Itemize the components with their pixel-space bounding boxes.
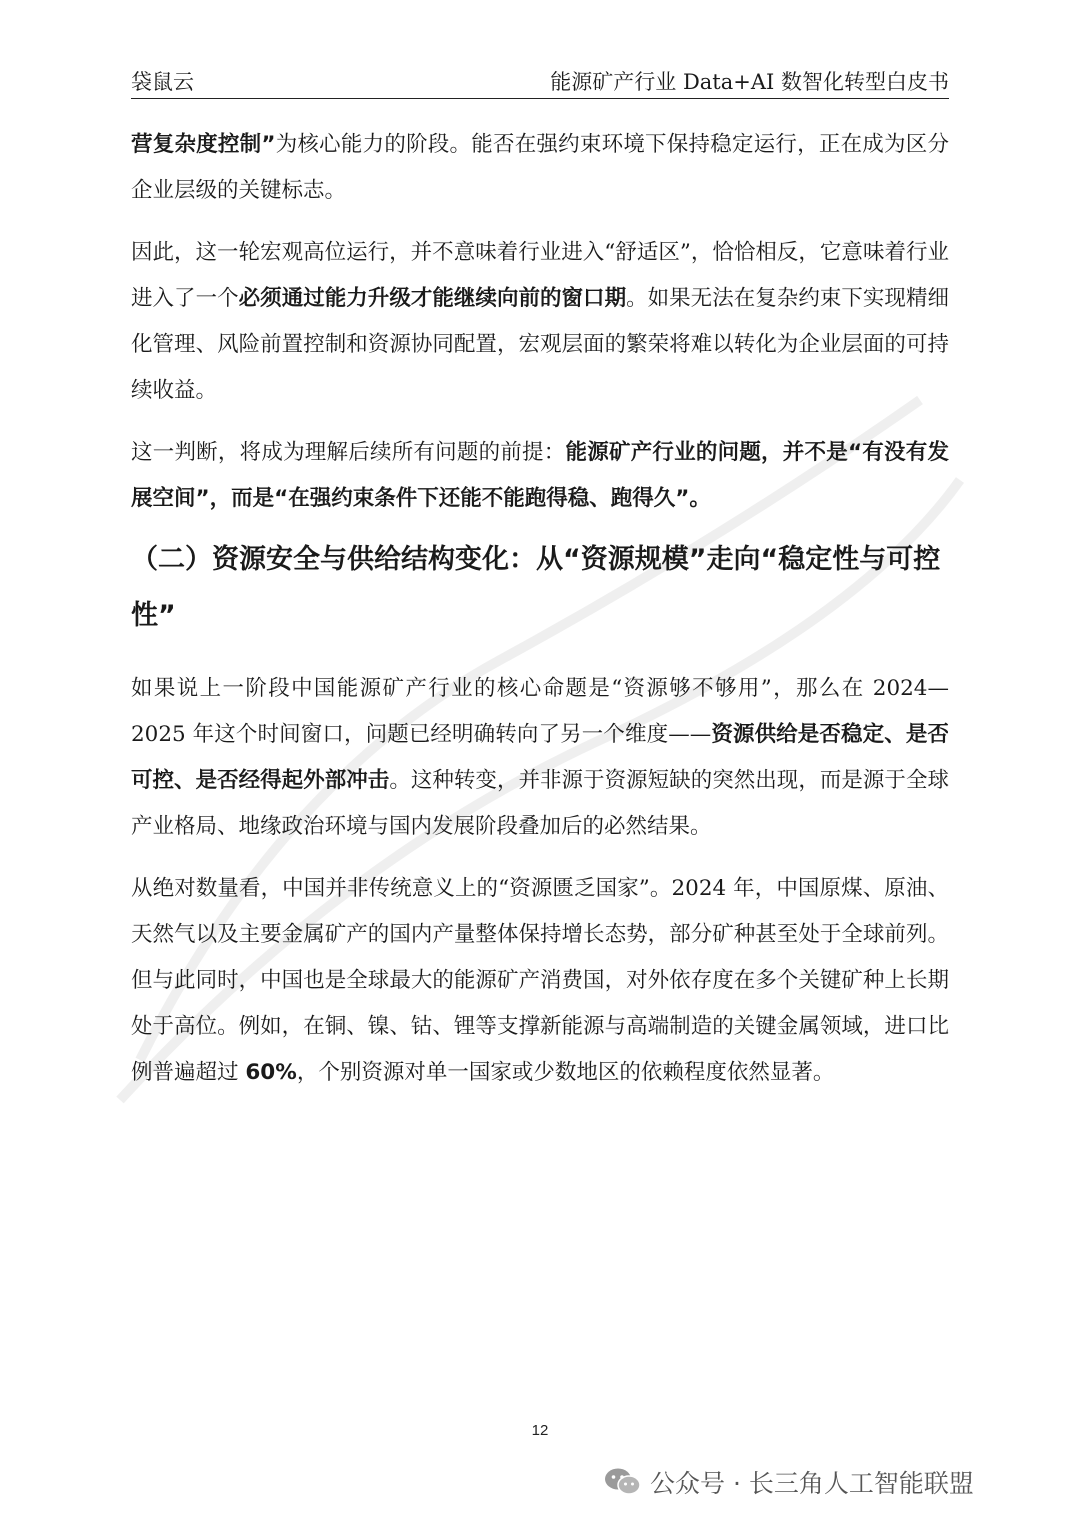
footer-brand	[604, 1462, 974, 1502]
page-header	[131, 60, 949, 99]
text-run: 如果说上一阶段中国能源矿产行业的核心命题是“资源够不够用”，那么在 2024—2025 年这个时间窗口，问题已经明确转向了另一个维度——	[131, 676, 949, 747]
text-run: 这一判断，将成为理解后续所有问题的前提：	[131, 440, 566, 465]
paragraph-gap	[131, 214, 949, 230]
text-run: 为核心能力的阶段。能否在强约束环境下保持稳定运行，正在成为区分企业层级的关键标志。	[131, 132, 949, 203]
body-paragraph	[131, 430, 949, 522]
header-company: 袋鼠云	[131, 70, 194, 94]
body-paragraph	[131, 230, 949, 414]
body-paragraph	[131, 122, 949, 214]
text-run: 。这种转变，并非源于资源短缺的突然出现，而是源于全球产业格局、地缘政治环境与国内发展阶段叠加后的必然结果。	[131, 768, 949, 839]
text-run: 从绝对数量看，中国并非传统意义上的“资源匮乏国家”。2024 年，中国原煤、原油、天然气以及主要金属矿产的国内产量整体保持增长态势，部分矿种甚至处于全球前列。但与此同时，中国也是全球最大的能源矿产消费国，对外依存度在多个关键矿种上长期处于高位。例如，在铜、镍、钴、锂等支撑新能源与高端制造的关键金属领域，进口比例普遍超过	[131, 876, 949, 1085]
page-number: 12	[531, 1422, 549, 1439]
paragraph-gap	[131, 850, 949, 866]
footer-account-name: 公众号 · 长三角人工智能联盟	[650, 1469, 974, 1498]
text-run: 因此，这一轮宏观高位运行，并不意味着行业进入“舒适区”，恰恰相反，它意味着行业进入了一个	[131, 240, 949, 311]
header-doc-title: 能源矿产行业 Data+AI 数智化转型白皮书	[550, 70, 949, 94]
paragraph-gap	[131, 414, 949, 430]
bold-text: 60%	[245, 1060, 297, 1085]
text-run: 。如果无法在复杂约束下实现精细化管理、风险前置控制和资源协同配置，宏观层面的繁荣将难以转化为企业层面的可持续收益。	[131, 286, 949, 403]
body-paragraphs-1	[131, 122, 949, 522]
text-run: ，个别资源对单一国家或少数地区的依赖程度依然显著。	[296, 1060, 835, 1085]
body-paragraphs-2	[131, 666, 949, 1096]
page-content	[131, 122, 949, 1096]
body-paragraph	[131, 866, 949, 1096]
bold-text: 营复杂度控制”	[131, 132, 276, 157]
bold-text: 资源供给是否稳定、是否可控、是否经得起外部冲击	[131, 722, 949, 793]
bold-text: 必须通过能力升级才能继续向前的窗口期	[238, 286, 627, 311]
wechat-icon	[604, 1467, 642, 1497]
bold-text: 能源矿产行业的问题，并不是“有没有发展空间”，而是“在强约束条件下还能不能跑得稳、跑得久”。	[131, 440, 949, 511]
body-paragraph	[131, 666, 949, 850]
section-heading: （二）资源安全与供给结构变化：从“资源规模”走向“稳定性与可控性”	[131, 544, 941, 631]
